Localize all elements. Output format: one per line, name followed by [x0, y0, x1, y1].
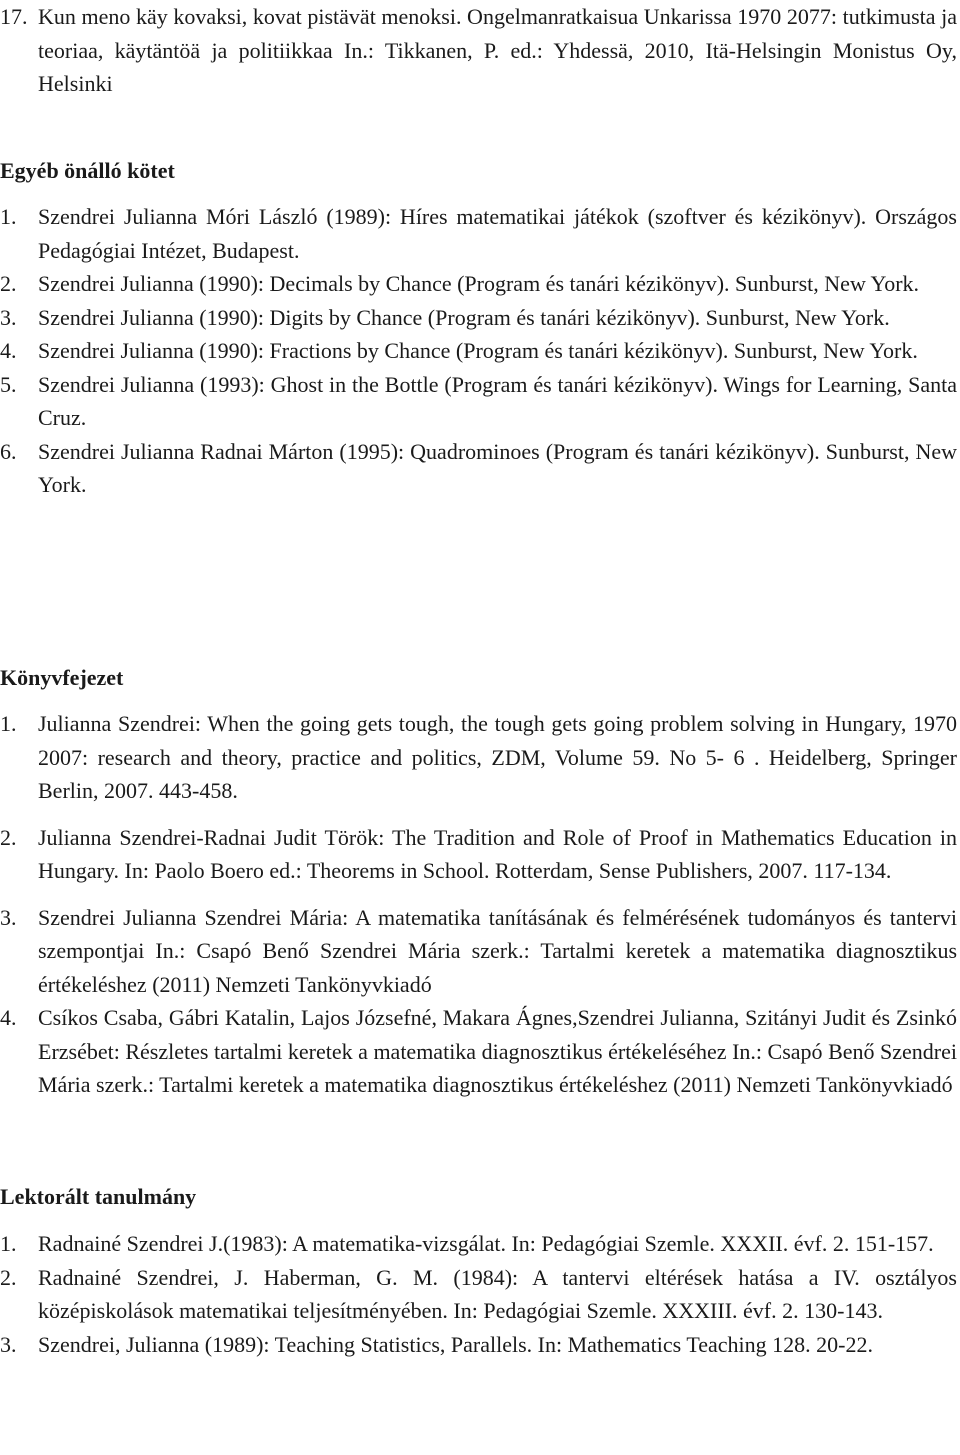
list-item [0, 901, 957, 1002]
item-text: Julianna Szendrei: When the going gets tough, the tough gets going problem solving in Hungary, 1970 2007: research and theory, practice and politics, ZDM, Volume 59. No 5- 6 . Heidelberg, Springer Berlin, 2007. 443-458. [38, 711, 957, 803]
item-number: 17. [0, 4, 28, 29]
item-text: Szendrei Julianna Móri László (1989): Híres matematikai játékok (szoftver és kézikönyv). Országos Pedagógiai Intézet, Budapest. [38, 204, 957, 263]
list-item [0, 1227, 957, 1261]
item-text: Julianna Szendrei-Radnai Judit Török: The Tradition and Role of Proof in Mathematics Education in Hungary. In: Paolo Boero ed.: Theorems in School. Rotterdam, Sense Publishers, 2007. 117-134. [38, 824, 957, 883]
reference-list-egyeb-onallo-kotet [0, 200, 957, 502]
reference-list-lektoralt-tanulmany [0, 1227, 957, 1361]
item-number: 6. [0, 438, 17, 464]
item-number: 3. [0, 904, 17, 930]
list-item [0, 301, 957, 335]
list-item [0, 1328, 957, 1362]
list-item [0, 0, 957, 101]
item-text: Szendrei Julianna (1990): Digits by Chance (Program és tanári kézikönyv). Sunburst, New York. [38, 304, 890, 330]
item-text: Szendrei Julianna (1990): Fractions by Chance (Program és tanári kézikönyv). Sunburst, New York. [38, 338, 918, 363]
item-number: 2. [0, 271, 17, 296]
item-text: Szendrei, Julianna (1989): Teaching Statistics, Parallels. In: Mathematics Teaching 128. 20-22. [38, 1331, 873, 1357]
list-item [0, 1261, 957, 1328]
item-number: 4. [0, 1005, 17, 1030]
item-number: 1. [0, 204, 17, 229]
item-text: Csíkos Csaba, Gábri Katalin, Lajos Józsefné, Makara Ágnes,Szendrei Julianna, Szitányi Judit és Zsinkó Erzsébet: Részletes tartalmi keretek a matematika diagnosztikus értékeléséhez In.: Csapó Benő Szendrei Mária szerk.: Tartalmi keretek a matematika diagnosztikus értékeléshez (2011) Nemzeti Tankönyvkiadó [38, 1005, 957, 1097]
list-item [0, 1001, 957, 1102]
list-item [0, 368, 957, 435]
item-text: Szendrei Julianna (1993): Ghost in the Bottle (Program és tanári kézikönyv). Wings for Learning, Santa Cruz. [38, 371, 957, 430]
item-number: 2. [0, 1264, 17, 1290]
reference-list-konyvfejezet [0, 707, 957, 1102]
list-item [0, 707, 957, 808]
item-text: Szendrei Julianna Radnai Márton (1995): Quadrominoes (Program és tanári kézikönyv). Sunburst, New York. [38, 438, 957, 497]
item-number: 1. [0, 1231, 17, 1256]
reference-list-top [0, 0, 957, 101]
item-text: Kun meno käy kovaksi, kovat pistävät menoksi. Ongelmanratkaisua Unkarissa 1970 2077: tutkimusta ja teoriaa, käytäntöä ja politiikkaa In.: Tikkanen, P. ed.: Yhdessä, 2010, Itä-Helsingin Monistus Oy, Helsinki [38, 4, 957, 96]
section-heading-lektoralt-tanulmany: Lektorált tanulmány [0, 1184, 197, 1209]
section-heading-egyeb-onallo-kotet: Egyéb önálló kötet [0, 158, 175, 183]
item-number: 3. [0, 1331, 17, 1357]
item-text: Radnainé Szendrei, J. Haberman, G. M. (1984): A tantervi eltérések hatása a IV. osztályos középiskolások matematikai teljesítményében. In: Pedagógiai Szemle. XXXIII. évf. 2. 130-143. [38, 1264, 957, 1323]
list-item [0, 334, 957, 368]
item-number: 1. [0, 711, 17, 736]
list-item [0, 267, 957, 301]
item-text: Radnainé Szendrei J.(1983): A matematika-vizsgálat. In: Pedagógiai Szemle. XXXII. évf. 2. 151-157. [38, 1231, 934, 1256]
list-item [0, 821, 957, 888]
item-number: 5. [0, 371, 17, 397]
section-heading-konyvfejezet: Könyvfejezet [0, 665, 124, 690]
item-number: 4. [0, 338, 17, 363]
list-item [0, 200, 957, 267]
item-number: 3. [0, 304, 17, 330]
item-number: 2. [0, 824, 17, 850]
item-text: Szendrei Julianna Szendrei Mária: A matematika tanításának és felmérésének tudományos és tantervi szempontjai In.: Csapó Benő Szendrei Mária szerk.: Tartalmi keretek a matematika diagnosztikus értékeléshez (2011) Nemzeti Tankönyvkiadó [38, 904, 957, 997]
list-item [0, 435, 957, 502]
item-text: Szendrei Julianna (1990): Decimals by Chance (Program és tanári kézikönyv). Sunburst, New York. [38, 271, 920, 296]
